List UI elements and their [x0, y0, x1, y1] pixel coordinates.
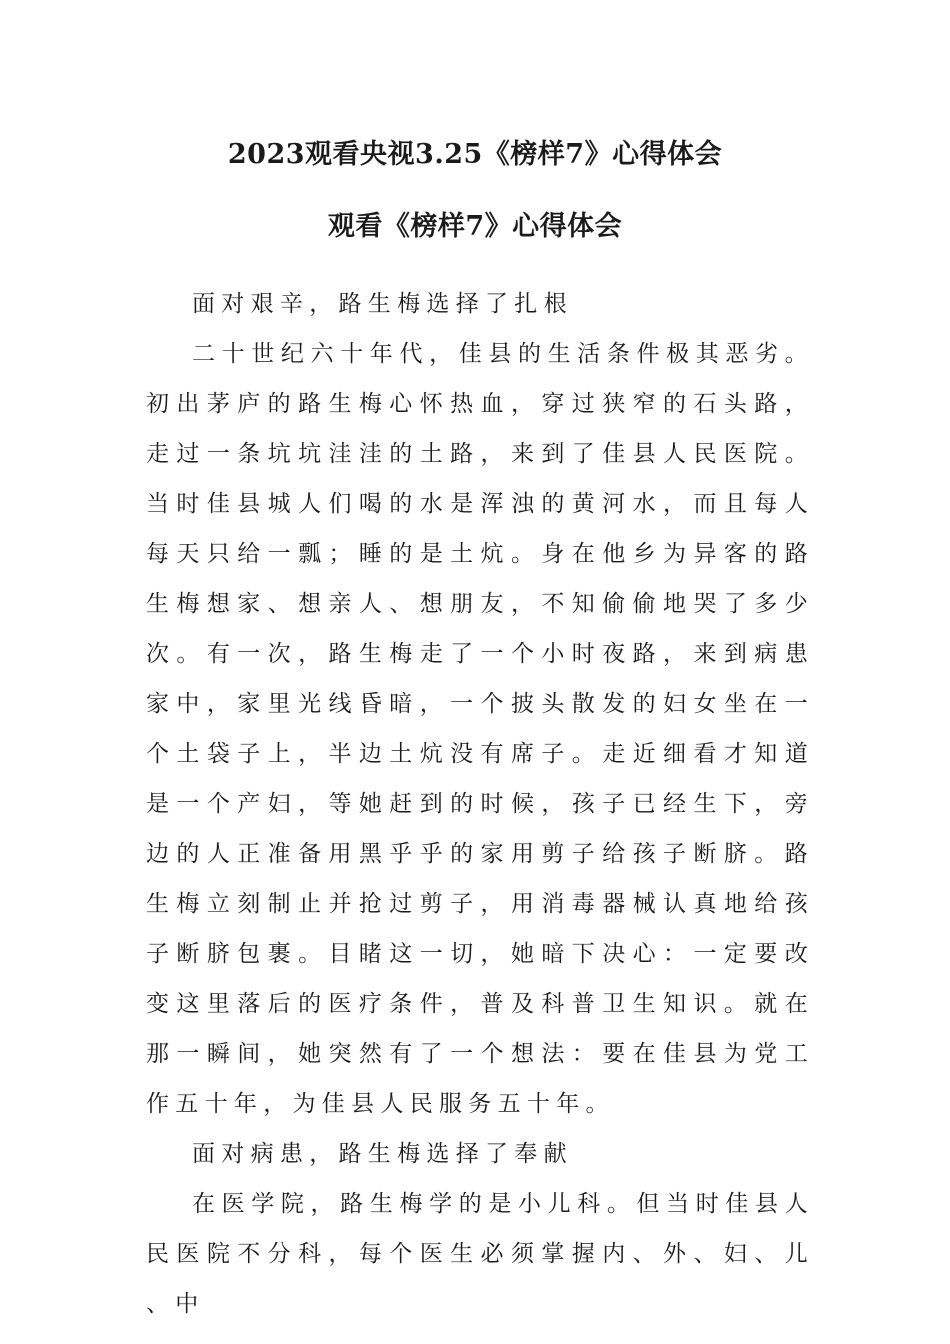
- body-paragraph-2: 在医学院，路生梅学的是小儿科。但当时佳县人民医院不分科，每个医生必须掌握内、外、妇、儿、中: [146, 1191, 814, 1317]
- page-title: 2023观看央视3.25《榜样7》心得体会: [227, 139, 723, 170]
- body-paragraph-1: 二十世纪六十年代，佳县的生活条件极其恶劣。初出茅庐的路生梅心怀热血，穿过狭窄的石头路，走过一条坑坑洼洼的土路，来到了佳县人民医院。当时佳县城人们喝的水是浑浊的黄河水，而且每人每天只给一瓢；睡的是土炕。身在他乡为异客的路生梅想家、想亲人、想朋友，不知偷偷地哭了多少次。有一次，路生梅走了一个小时夜路，来到病患家中，家里光线昏暗，一个披头散发的妇女坐在一个土袋子上，半边土炕没有席子。走近细看才知道是一个产妇，等她赶到的时候，孩子已经生下，旁边的人正准备用黑乎乎的家用剪子给孩子断脐。路生梅立刻制止并抢过剪子，用消毒器械认真地给孩子断脐包裹。目睹这一切，她暗下决心：一定要改变这里落后的医疗条件，普及科普卫生知识。就在那一瞬间，她突然有了一个想法：要在佳县为党工作五十年，为佳县人民服务五十年。: [146, 341, 814, 1117]
- page-subtitle: 观看《榜样7》心得体会: [327, 211, 623, 242]
- section-heading-1: 面对艰辛，路生梅选择了扎根: [192, 291, 573, 317]
- section-heading-2: 面对病患，路生梅选择了奉献: [192, 1141, 573, 1167]
- document-body: [146, 279, 814, 1329]
